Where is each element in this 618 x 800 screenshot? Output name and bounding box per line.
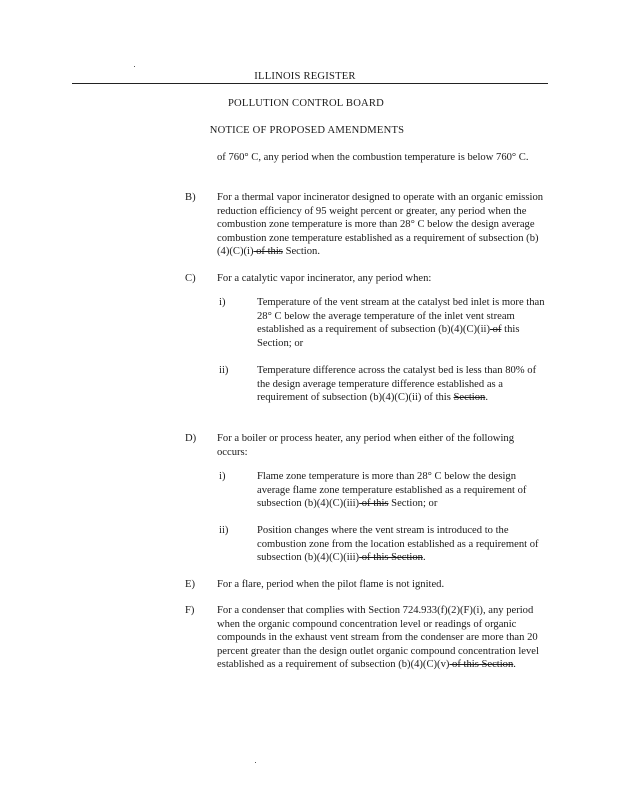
item-d-i-struck: of this <box>359 498 389 510</box>
item-d-ii-text <box>257 524 549 565</box>
board-title: POLLUTION CONTROL BOARD <box>227 98 385 109</box>
register-title: ILLINOIS REGISTER <box>254 71 356 82</box>
item-d-i-text <box>257 470 549 511</box>
item-c-ii-tail: . <box>485 392 488 404</box>
item-f-tail: . <box>513 659 516 671</box>
item-c-ii-struck: Section <box>453 392 486 404</box>
item-d-label: D) <box>185 433 197 444</box>
scan-speck <box>255 762 256 763</box>
item-b-label: B) <box>185 192 196 203</box>
item-f-label: F) <box>185 605 195 616</box>
scan-speck <box>134 66 135 67</box>
item-d-ii-struck: of this Section <box>359 552 423 564</box>
item-d-ii-tail: . <box>422 552 426 564</box>
item-c-i-tail: this Section; or <box>257 324 520 349</box>
item-b-body: For a thermal vapor incinerator designed to operate with an organic emission reduction efficiency of 95 weight percent or greater, any period when the combustion zone temperature is more than 28° C below the design average combustion zone temperature established as a requirement of subsection (b)(4)(C)(i) <box>217 192 544 258</box>
item-c-ii-body: Temperature difference across the catalyst bed is less than 80% of the design average temperature difference established as a requirement of subsection (b)(4)(C)(ii) of this <box>257 365 537 404</box>
item-c-ii-text <box>257 364 549 405</box>
item-c-text: For a catalytic vapor incinerator, any period when: <box>217 273 432 284</box>
item-c-label: C) <box>185 273 196 284</box>
item-b-struck: of this <box>253 246 283 258</box>
item-d-ii-body: Position changes where the vent stream is introduced to the combustion zone from the location established as a requirement of subsection (b)(4)(C)(iii) <box>257 525 539 564</box>
item-d-i-body: Flame zone temperature is more than 28° C below the design average flame zone temperature established as a requirement of subsection (b)(4)(C)(iii) <box>257 471 527 510</box>
intro-paragraph: of 760° C, any period when the combustion temperature is below 760° C. <box>217 152 529 163</box>
item-c-i-text <box>257 296 549 350</box>
item-b-tail: Section. <box>282 246 320 258</box>
item-c-i-label: i) <box>219 297 226 308</box>
notice-title: NOTICE OF PROPOSED AMENDMENTS <box>209 125 405 136</box>
item-d-text: For a boiler or process heater, any period when either of the following occurs: <box>217 433 514 458</box>
item-d-i-tail: Section; or <box>388 498 438 510</box>
item-e-label: E) <box>185 579 195 590</box>
header-rule <box>72 83 548 84</box>
item-f-body: For a condenser that complies with Section 724.933(f)(2)(F)(i), any period when the organic compound concentration level or readings of organic compounds in the exhaust vent stream from the condenser are more than 20 percent greater than the design outlet organic compound concentration level established as a requirement of subsection (b)(4)(C)(v) <box>217 605 539 671</box>
item-c-i-body: Temperature of the vent stream at the catalyst bed inlet is more than 28° C below the average temperature of the inlet vent stream established as a requirement of subsection (b)(4)(C)(ii) <box>257 297 545 336</box>
item-f-text <box>217 604 551 672</box>
item-c-i-struck: of <box>490 324 502 336</box>
item-c-ii-label: ii) <box>219 365 229 376</box>
item-b-text <box>217 191 549 259</box>
item-d-ii-label: ii) <box>219 525 229 536</box>
item-f-struck: of this Section <box>449 659 514 671</box>
item-e-text: For a flare, period when the pilot flame is not ignited. <box>217 579 445 590</box>
item-d-i-label: i) <box>219 471 226 482</box>
